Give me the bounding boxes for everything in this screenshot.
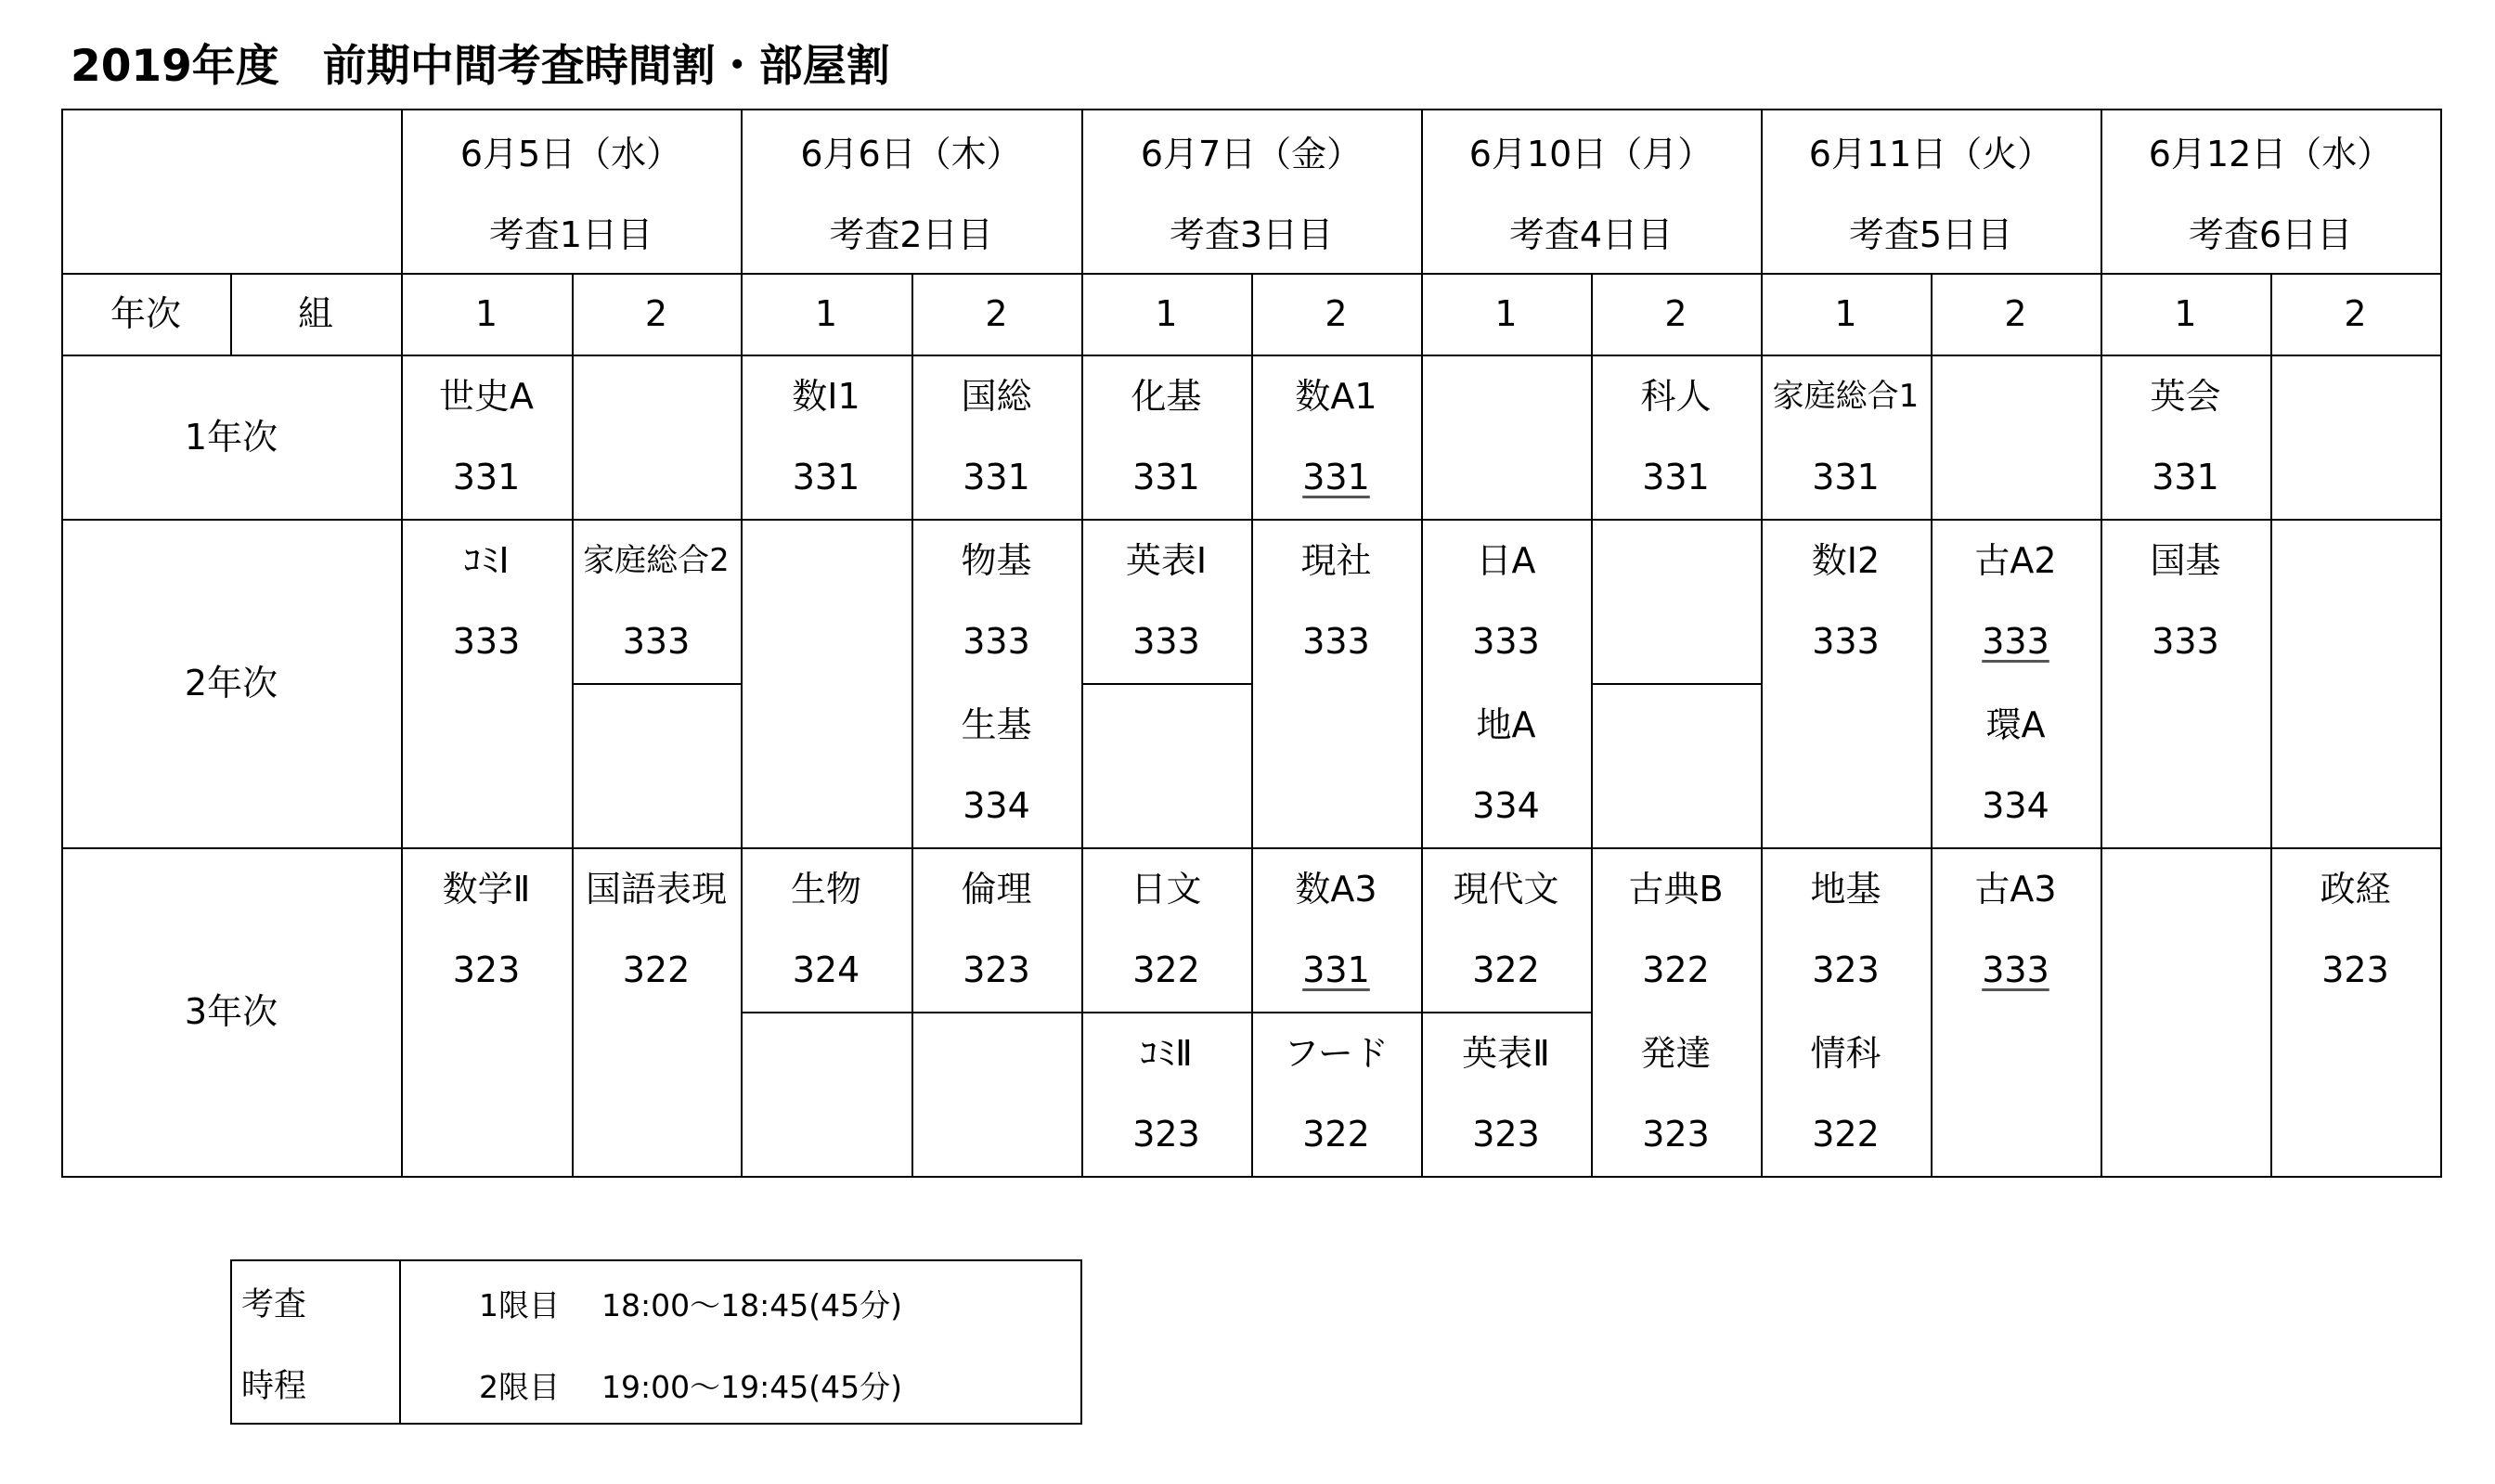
period-number: 2 <box>2344 293 2367 334</box>
room-number: 323 <box>963 949 1030 990</box>
year-label: 1年次 <box>184 416 278 458</box>
period-number: 1 <box>2174 293 2197 334</box>
subject-name: 日A <box>1476 540 1536 581</box>
table-border-bottom <box>61 1176 2442 1178</box>
day-date: 6月6日（木） <box>800 134 1022 174</box>
subject-name: 家庭総合1 <box>1772 378 1920 415</box>
subject-name: 現代文 <box>1453 869 1559 910</box>
room-number: 333 <box>1812 621 1880 662</box>
room-number: 334 <box>1982 785 2049 826</box>
subject-name: 数A1 <box>1295 376 1377 417</box>
room-number: 333 <box>963 621 1030 662</box>
room-number: 331 <box>1132 457 1200 497</box>
period-number: 2 <box>2004 293 2027 334</box>
period-number: 1 <box>474 293 498 334</box>
room-number: 333 <box>1132 621 1200 662</box>
subject-name: 数Ⅰ1 <box>792 376 860 417</box>
schedule-label-exam: 考査 <box>241 1286 307 1323</box>
schedule-divider <box>399 1261 401 1423</box>
subject-name: 数学Ⅱ <box>442 869 531 910</box>
room-number: 331 <box>1642 457 1710 497</box>
room-number: 323 <box>1812 949 1880 990</box>
subrow-divider <box>1081 1012 1421 1013</box>
room-number: 333 <box>1982 949 2049 990</box>
subject-name: 生物 <box>790 869 861 910</box>
period-number: 2 <box>644 293 668 334</box>
schedule-label-timing: 時程 <box>241 1368 307 1405</box>
room-number: 331 <box>792 457 860 497</box>
period-number: 1 <box>1834 293 1857 334</box>
room-number: 324 <box>792 949 860 990</box>
room-number: 323 <box>2321 949 2389 990</box>
day-date: 6月12日（水） <box>2148 134 2393 174</box>
room-number: 322 <box>1302 1114 1370 1155</box>
period-1-name: 1限目 <box>479 1287 560 1323</box>
period-number: 1 <box>814 293 838 334</box>
subject-name: 古典B <box>1628 869 1724 910</box>
subject-name: 数Ⅰ2 <box>1811 540 1881 581</box>
subject-name: 物基 <box>961 540 1032 581</box>
room-number: 323 <box>1472 1114 1540 1155</box>
period-1-time: 18:00～18:45(45分) <box>601 1287 902 1323</box>
subject-name: 古A3 <box>1974 869 2057 910</box>
subject-name: 家庭総合2 <box>583 542 730 579</box>
room-number: 322 <box>1472 949 1540 990</box>
room-number: 333 <box>1472 621 1540 662</box>
subject-name: 英表Ⅱ <box>1462 1033 1550 1074</box>
room-number: 333 <box>622 621 691 662</box>
period-number: 1 <box>1494 293 1518 334</box>
year-column-header: 年次 <box>110 293 181 334</box>
page-title: 2019年度 前期中間考査時間割・部屋割 <box>71 41 890 92</box>
subrow-divider <box>1421 1012 1591 1013</box>
day-label: 考査2日目 <box>829 214 993 255</box>
day-label: 考査5日目 <box>1848 214 2013 255</box>
room-number: 331 <box>2152 457 2219 497</box>
subrow-divider <box>1591 683 1761 685</box>
subrow-divider <box>1081 683 1251 685</box>
subject-name: 数A3 <box>1295 869 1377 910</box>
room-number: 322 <box>1812 1114 1880 1155</box>
year-label: 3年次 <box>184 991 278 1032</box>
day-date: 6月10日（月） <box>1468 134 1713 174</box>
day-date: 6月11日（火） <box>1808 134 2053 174</box>
room-number: 322 <box>1132 949 1200 990</box>
day-label: 考査6日目 <box>2188 214 2353 255</box>
subject-name: ｺﾐⅡ <box>1140 1033 1193 1074</box>
table-border-right <box>2440 109 2442 1176</box>
day-label: 考査4日目 <box>1508 214 1674 255</box>
year-label: 2年次 <box>184 663 278 703</box>
table-border-top <box>61 109 2440 110</box>
period-number: 1 <box>1155 293 1178 334</box>
subject-name: 化基 <box>1131 376 1202 417</box>
subject-name: 生基 <box>961 704 1032 745</box>
room-number: 323 <box>1132 1114 1200 1155</box>
subject-name: 発達 <box>1640 1033 1712 1074</box>
period-divider <box>2270 273 2272 1176</box>
subrow-divider <box>741 1012 1081 1013</box>
room-number: 333 <box>1302 621 1370 662</box>
subrow-divider <box>572 683 741 685</box>
subject-name: フード <box>1284 1033 1389 1074</box>
class-column-header: 組 <box>297 293 333 334</box>
subject-name: 英表Ⅰ <box>1125 540 1208 581</box>
room-number: 333 <box>2152 621 2219 662</box>
subject-name: 倫理 <box>961 869 1032 910</box>
subject-name: 環A <box>1985 704 2046 745</box>
period-divider <box>572 273 574 1176</box>
period-2-name: 2限目 <box>479 1369 560 1405</box>
room-number: 331 <box>1302 949 1370 990</box>
period-number: 2 <box>1664 293 1687 334</box>
day-date: 6月5日（水） <box>459 134 682 174</box>
subject-name: 古A2 <box>1974 540 2057 581</box>
room-number: 323 <box>452 949 521 990</box>
subject-name: 地基 <box>1810 869 1881 910</box>
subject-name: 国語表現 <box>585 869 727 910</box>
room-number: 331 <box>1812 457 1880 497</box>
subject-name: 国総 <box>961 376 1032 417</box>
subject-name: 政経 <box>2320 869 2391 910</box>
room-number: 333 <box>1982 621 2049 662</box>
subject-name: 英会 <box>2150 376 2221 417</box>
day-date: 6月7日（金） <box>1140 134 1363 174</box>
room-number: 331 <box>963 457 1030 497</box>
room-number: 331 <box>1302 457 1370 497</box>
period-number: 2 <box>985 293 1008 334</box>
room-number: 333 <box>452 621 521 662</box>
room-number: 334 <box>1472 785 1540 826</box>
day-label: 考査1日目 <box>488 214 653 255</box>
exam-schedule-box <box>230 1259 1082 1425</box>
room-number: 322 <box>1642 949 1710 990</box>
room-number: 331 <box>452 457 521 497</box>
period-2-time: 19:00～19:45(45分) <box>601 1369 902 1405</box>
subject-name: 日文 <box>1131 869 1202 910</box>
room-number: 334 <box>963 785 1030 826</box>
subject-name: 科人 <box>1640 376 1712 417</box>
room-number: 323 <box>1642 1114 1710 1155</box>
room-number: 322 <box>622 949 691 990</box>
subject-name: 国基 <box>2150 540 2221 581</box>
subject-name: 世史A <box>439 376 534 417</box>
period-number: 2 <box>1325 293 1348 334</box>
subject-name: ｺﾐⅠ <box>463 540 510 581</box>
day-label: 考査3日目 <box>1169 214 1334 255</box>
subject-name: 地A <box>1476 704 1536 745</box>
subject-name: 情科 <box>1810 1033 1881 1074</box>
subject-name: 現社 <box>1300 540 1372 581</box>
